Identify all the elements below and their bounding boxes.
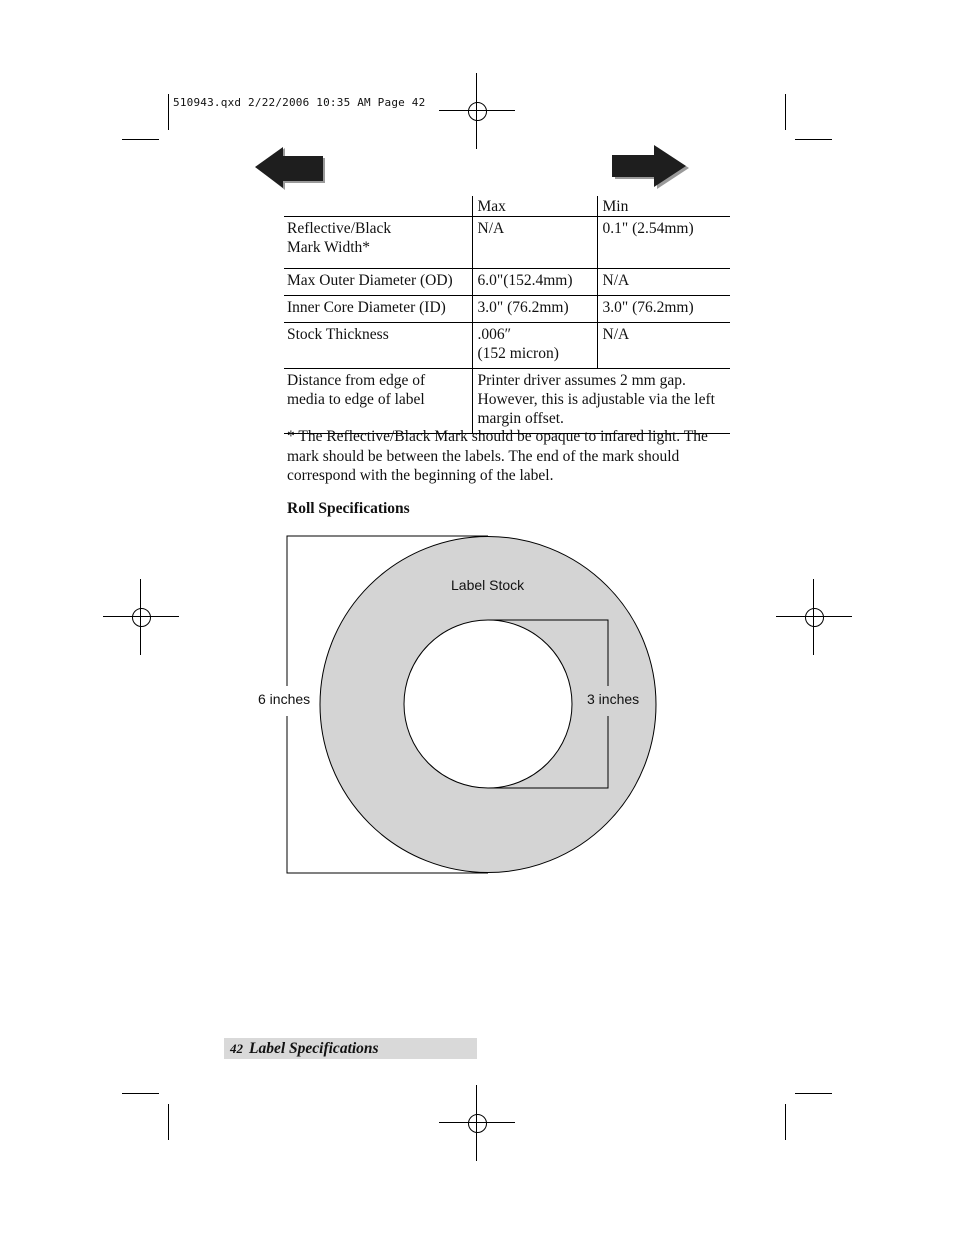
row-label: Max Outer Diameter (OD) xyxy=(284,269,472,296)
crop-mark xyxy=(122,1093,159,1094)
crop-mark xyxy=(795,1093,832,1094)
crop-mark xyxy=(795,139,832,140)
crop-mark xyxy=(168,94,169,130)
table-row xyxy=(284,296,730,323)
table-row xyxy=(284,369,730,434)
min-value: N/A xyxy=(597,269,730,296)
min-value: 0.1" (2.54mm) xyxy=(597,217,730,269)
arrow-right-icon[interactable] xyxy=(610,144,690,192)
header-cell-blank xyxy=(284,196,472,217)
registration-mark-bottom xyxy=(439,1085,515,1161)
specifications-table xyxy=(284,196,730,434)
min-value: 3.0" (76.2mm) xyxy=(597,296,730,323)
row-label: Distance from edge of media to edge of label xyxy=(284,369,472,434)
header-cell-min: Min xyxy=(597,196,730,217)
inner-diameter-caption: 3 inches xyxy=(587,691,640,707)
min-value: N/A xyxy=(597,323,730,369)
registration-mark-top xyxy=(439,73,515,149)
label-stock-caption: Label Stock xyxy=(451,577,525,593)
row-label: Stock Thickness xyxy=(284,323,472,369)
core-hole xyxy=(404,620,572,788)
table-row xyxy=(284,323,730,369)
table-row xyxy=(284,269,730,296)
file-slug: 510943.qxd 2/22/2006 10:35 AM Page 42 xyxy=(173,96,426,109)
crop-mark xyxy=(122,139,159,140)
table-header-row xyxy=(284,196,730,217)
page-number: 42 xyxy=(230,1041,243,1056)
section-title: Roll Specifications xyxy=(287,500,410,517)
max-value: 3.0" (76.2mm) xyxy=(472,296,597,323)
registration-mark-right xyxy=(776,579,852,655)
footer-title: Label Specifications xyxy=(249,1040,379,1057)
page-footer xyxy=(224,1038,477,1059)
registration-mark-left xyxy=(103,579,179,655)
crop-mark xyxy=(785,94,786,130)
max-value: .006″ (152 micron) xyxy=(472,323,597,369)
merged-value: Printer driver assumes 2 mm gap. However, this is adjustable via the left margin offset. xyxy=(472,369,730,434)
crop-mark xyxy=(168,1104,169,1140)
max-value: N/A xyxy=(472,217,597,269)
table-row xyxy=(284,217,730,269)
outer-diameter-caption: 6 inches xyxy=(258,691,311,707)
crop-mark xyxy=(785,1104,786,1140)
footnote: * The Reflective/Black Mark should be opaque to infared light. The mark should be between the labels. The end of the mark should correspond with the beginning of the label. xyxy=(287,428,708,484)
row-label: Inner Core Diameter (ID) xyxy=(284,296,472,323)
row-label: Reflective/Black Mark Width* xyxy=(284,217,472,269)
arrow-left-icon[interactable] xyxy=(254,146,328,192)
max-value: 6.0"(152.4mm) xyxy=(472,269,597,296)
header-cell-max: Max xyxy=(472,196,597,217)
